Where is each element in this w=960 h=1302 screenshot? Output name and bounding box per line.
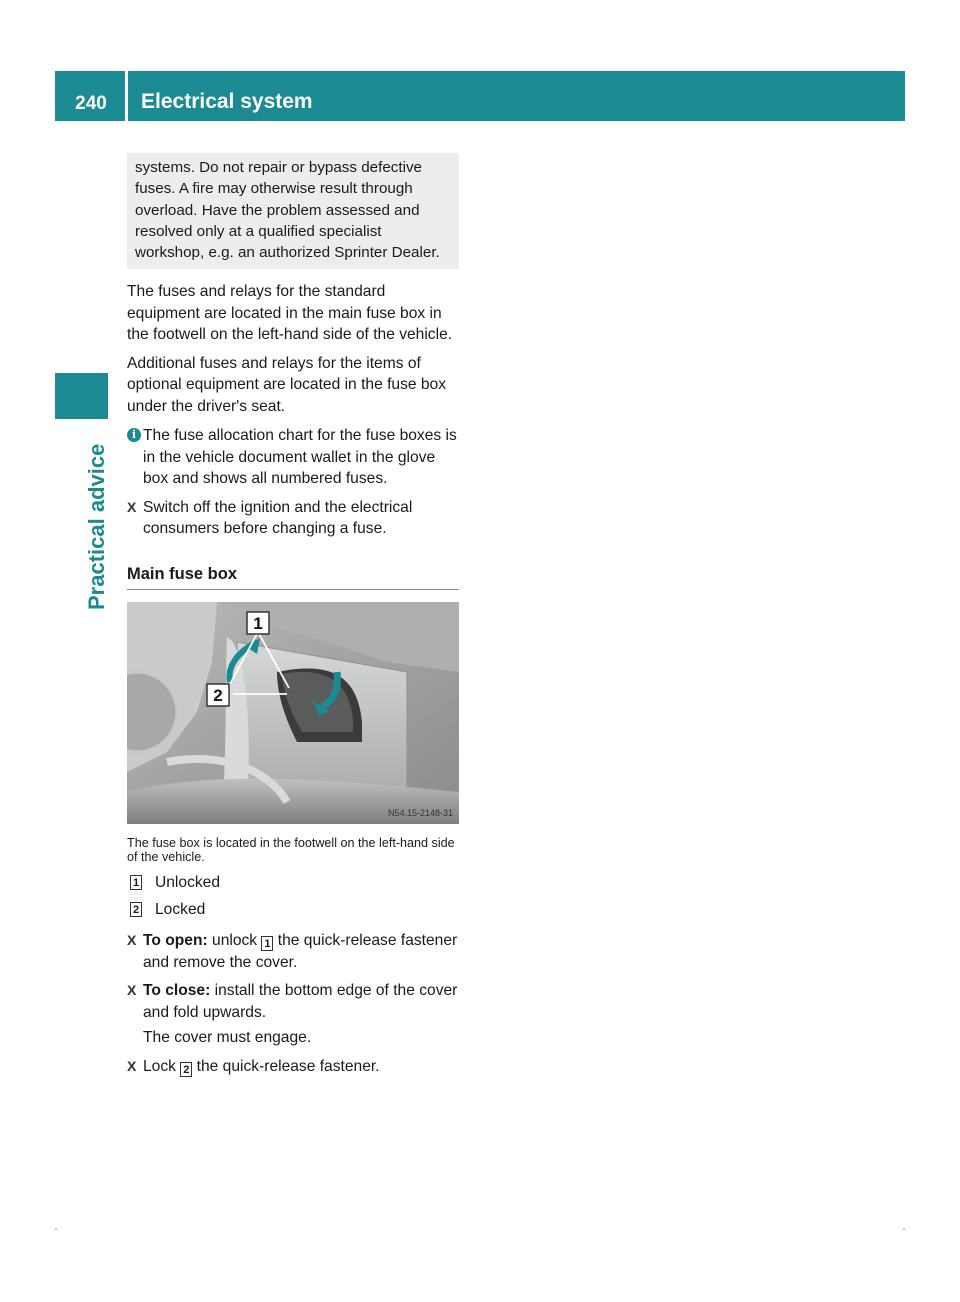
step-open-pre: unlock bbox=[212, 932, 258, 950]
step-arrow-icon: X bbox=[127, 932, 137, 949]
warning-text: systems. Do not repair or bypass defective fuses. A fire may otherwise result through overload. Have the problem assessed and resolved only at a qualified specialist workshop, e.g. an authorized Sprinter Dealer. bbox=[135, 159, 440, 262]
info-note-text: The fuse allocation chart for the fuse boxes is in the vehicle document wallet in the glove box and shows all numbered fuses. bbox=[143, 427, 457, 488]
image-code: N54.15-2148-31 bbox=[387, 808, 453, 819]
step-close-text: install the bottom edge of the cover and fold upwards. bbox=[143, 982, 458, 1021]
section-title: Electrical system bbox=[141, 90, 313, 113]
header-divider bbox=[125, 71, 128, 121]
main-content bbox=[127, 153, 459, 1084]
step-arrow-icon: X bbox=[127, 982, 137, 999]
figure-caption: The fuse box is located in the footwell on the left-hand side of the vehicle. bbox=[127, 836, 455, 865]
step-switch-off bbox=[127, 497, 459, 540]
step-close-label: To close: bbox=[143, 982, 211, 1000]
step-lock bbox=[127, 1056, 459, 1078]
step-open bbox=[127, 930, 459, 973]
step-arrow-icon: X bbox=[127, 1057, 137, 1074]
legend-number-2: 2 bbox=[130, 902, 142, 917]
step-open-label: To open: bbox=[143, 932, 208, 950]
legend-item-locked bbox=[127, 899, 459, 921]
legend-number-1: 1 bbox=[130, 875, 142, 890]
info-note bbox=[127, 425, 459, 490]
fuse-box-drawing bbox=[127, 602, 459, 824]
fuse-box-illustration bbox=[127, 602, 459, 824]
step-close-result: The cover must engage. bbox=[143, 1029, 312, 1047]
step-arrow-icon: X bbox=[127, 498, 137, 515]
legend-item-unlocked bbox=[127, 872, 459, 894]
legend-label-locked: Locked bbox=[155, 900, 206, 918]
step-close bbox=[127, 980, 459, 1023]
warning-box bbox=[127, 153, 459, 269]
step-switch-off-text: Switch off the ignition and the electrical consumers before changing a fuse. bbox=[143, 498, 413, 538]
subheading-main-fuse-box: Main fuse box bbox=[127, 564, 459, 591]
callout-label-2: 2 bbox=[213, 686, 223, 706]
paragraph-additional-fuses: Additional fuses and relays for the items of optional equipment are located in the fuse box under the driver's seat. bbox=[127, 354, 447, 415]
footer-dot-right bbox=[903, 1228, 905, 1230]
side-tab-label: Practical advice bbox=[84, 443, 109, 610]
paragraph-main-fuse-box: The fuses and relays for the standard equipment are located in the main fuse box in the footwell on the left-hand side of the vehicle. bbox=[127, 283, 453, 344]
step-lock-pre: Lock bbox=[143, 1057, 176, 1075]
step-lock-post: the quick-release fastener. bbox=[196, 1057, 380, 1075]
step-lock-number: 2 bbox=[180, 1062, 192, 1077]
step-open-post: the quick-release fastener and remove the cover. bbox=[143, 932, 458, 971]
callout-label-1: 1 bbox=[253, 614, 263, 634]
step-open-number: 1 bbox=[261, 936, 273, 951]
info-icon: i bbox=[127, 428, 141, 442]
legend-label-unlocked: Unlocked bbox=[155, 874, 221, 892]
page-number: 240 bbox=[75, 93, 107, 114]
footer-dot-left bbox=[55, 1228, 57, 1230]
side-tab-marker bbox=[55, 373, 108, 419]
